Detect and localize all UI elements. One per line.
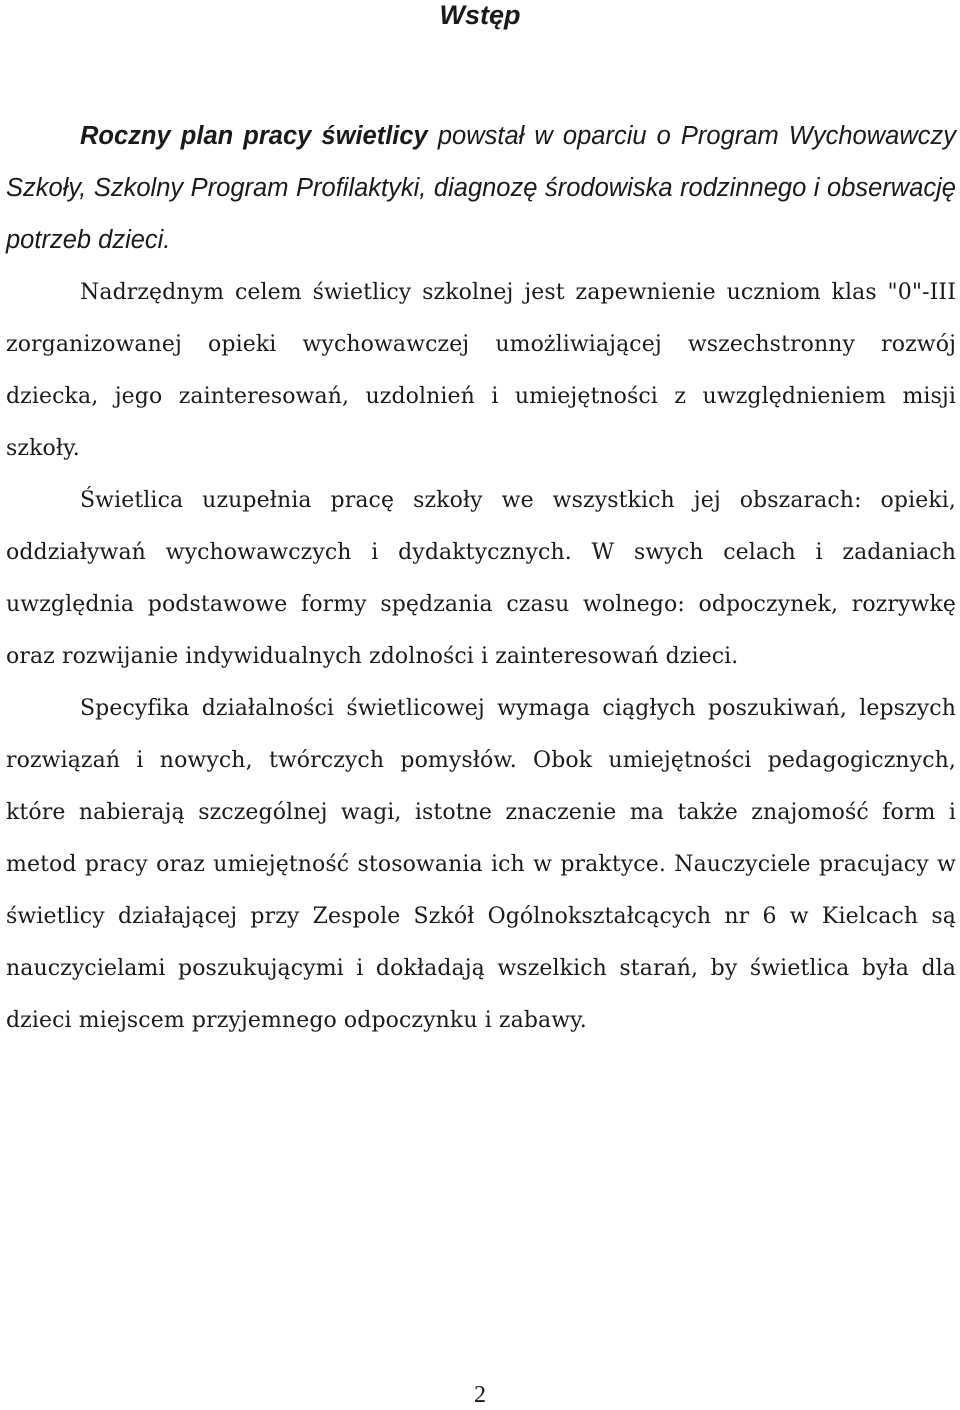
- body-paragraph-goal: Nadrzędnym celem świetlicy szkolnej jest zapewnienie uczniom klas "0"-III zorganizowanej opieki wychowawczej umożliwiającej wszechstronny rozwój dziecka, jego zainteresowań, uzdolnień i umiejętności z uwzględnieniem misji szkoły.: [6, 280, 956, 461]
- body-paragraph-scope: Świetlica uzupełnia pracę szkoły we wszystkich jej obszarach: opieki, oddziaływań wychowawczych i dydaktycznych. W swych celach i zadaniach uwzględnia podstawowe formy spędzania czasu wolnego: odpoczynek, rozrywkę oraz rozwijanie indywidualnych zdolności i zainteresowań dzieci.: [6, 488, 956, 669]
- page-number: 2: [474, 1382, 486, 1408]
- intro-paragraph: [6, 110, 956, 266]
- intro-text: powstał w oparciu o Program Wychowawczy Szkoły, Szkolny Program Profilaktyki, diagnozę środowiska rodzinnego i obserwację potrzeb dzieci.: [6, 122, 956, 254]
- intro-bold-lead: Roczny plan pracy świetlicy: [80, 122, 428, 150]
- body-paragraph-specifics: Specyfika działalności świetlicowej wymaga ciągłych poszukiwań, lepszych rozwiązań i nowych, twórczych pomysłów. Obok umiejętności pedagogicznych, które nabierają szczególnej wagi, istotne znaczenie ma także znajomość form i metod pracy oraz umiejętność stosowania ich w praktyce. Nauczyciele pracujacy w świetlicy działającej przy Zespole Szkół Ogólnokształcących nr 6 w Kielcach są nauczycielami poszukującymi i dokładają wszelkich starań, by świetlica była dla dzieci miejscem przyjemnego odpoczynku i zabawy.: [6, 696, 956, 1033]
- page-title: Wstęp: [439, 0, 521, 30]
